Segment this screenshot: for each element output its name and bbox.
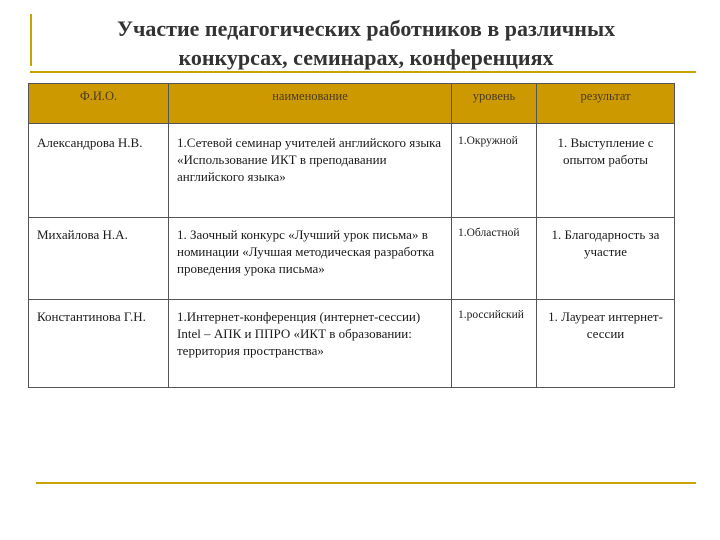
participation-table [28,83,675,388]
footer-divider-line [36,482,696,484]
header-name: наименование [169,84,452,124]
slide-title-line-1: Участие педагогических работников в различных [116,16,616,41]
cell-result: 1. Выступление с опытом работы [537,124,675,218]
table-row [29,300,675,388]
cell-level: 1.Областной [452,218,537,300]
cell-fio: Константинова Г.Н. [29,300,169,388]
title-divider-line [30,71,696,73]
table-row [29,124,675,218]
cell-name: 1.Сетевой семинар учителей английского языка «Использование ИКТ в преподавании английского языка» [169,124,452,218]
cell-result: 1. Благодарность за участие [537,218,675,300]
slide-title [36,14,696,72]
slide-title-line-2: конкурсах, семинарах, конференциях [178,45,554,70]
cell-result: 1. Лауреат интернет-сессии [537,300,675,388]
cell-level: 1.Окружной [452,124,537,218]
header-result: результат [537,84,675,124]
table-header-row [29,84,675,124]
title-accent-vertical-line [30,14,32,66]
header-level: уровень [452,84,537,124]
table-row [29,218,675,300]
header-fio: Ф.И.О. [29,84,169,124]
cell-name: 1.Интернет-конференция (интернет-сессии) Intel – АПК и ППРО «ИКТ в образовании: территория пространства» [169,300,452,388]
cell-name: 1. Заочный конкурс «Лучший урок письма» в номинации «Лучшая методическая разработка проведения урока письма» [169,218,452,300]
cell-fio: Александрова Н.В. [29,124,169,218]
cell-fio: Михайлова Н.А. [29,218,169,300]
cell-level: 1.российский [452,300,537,388]
